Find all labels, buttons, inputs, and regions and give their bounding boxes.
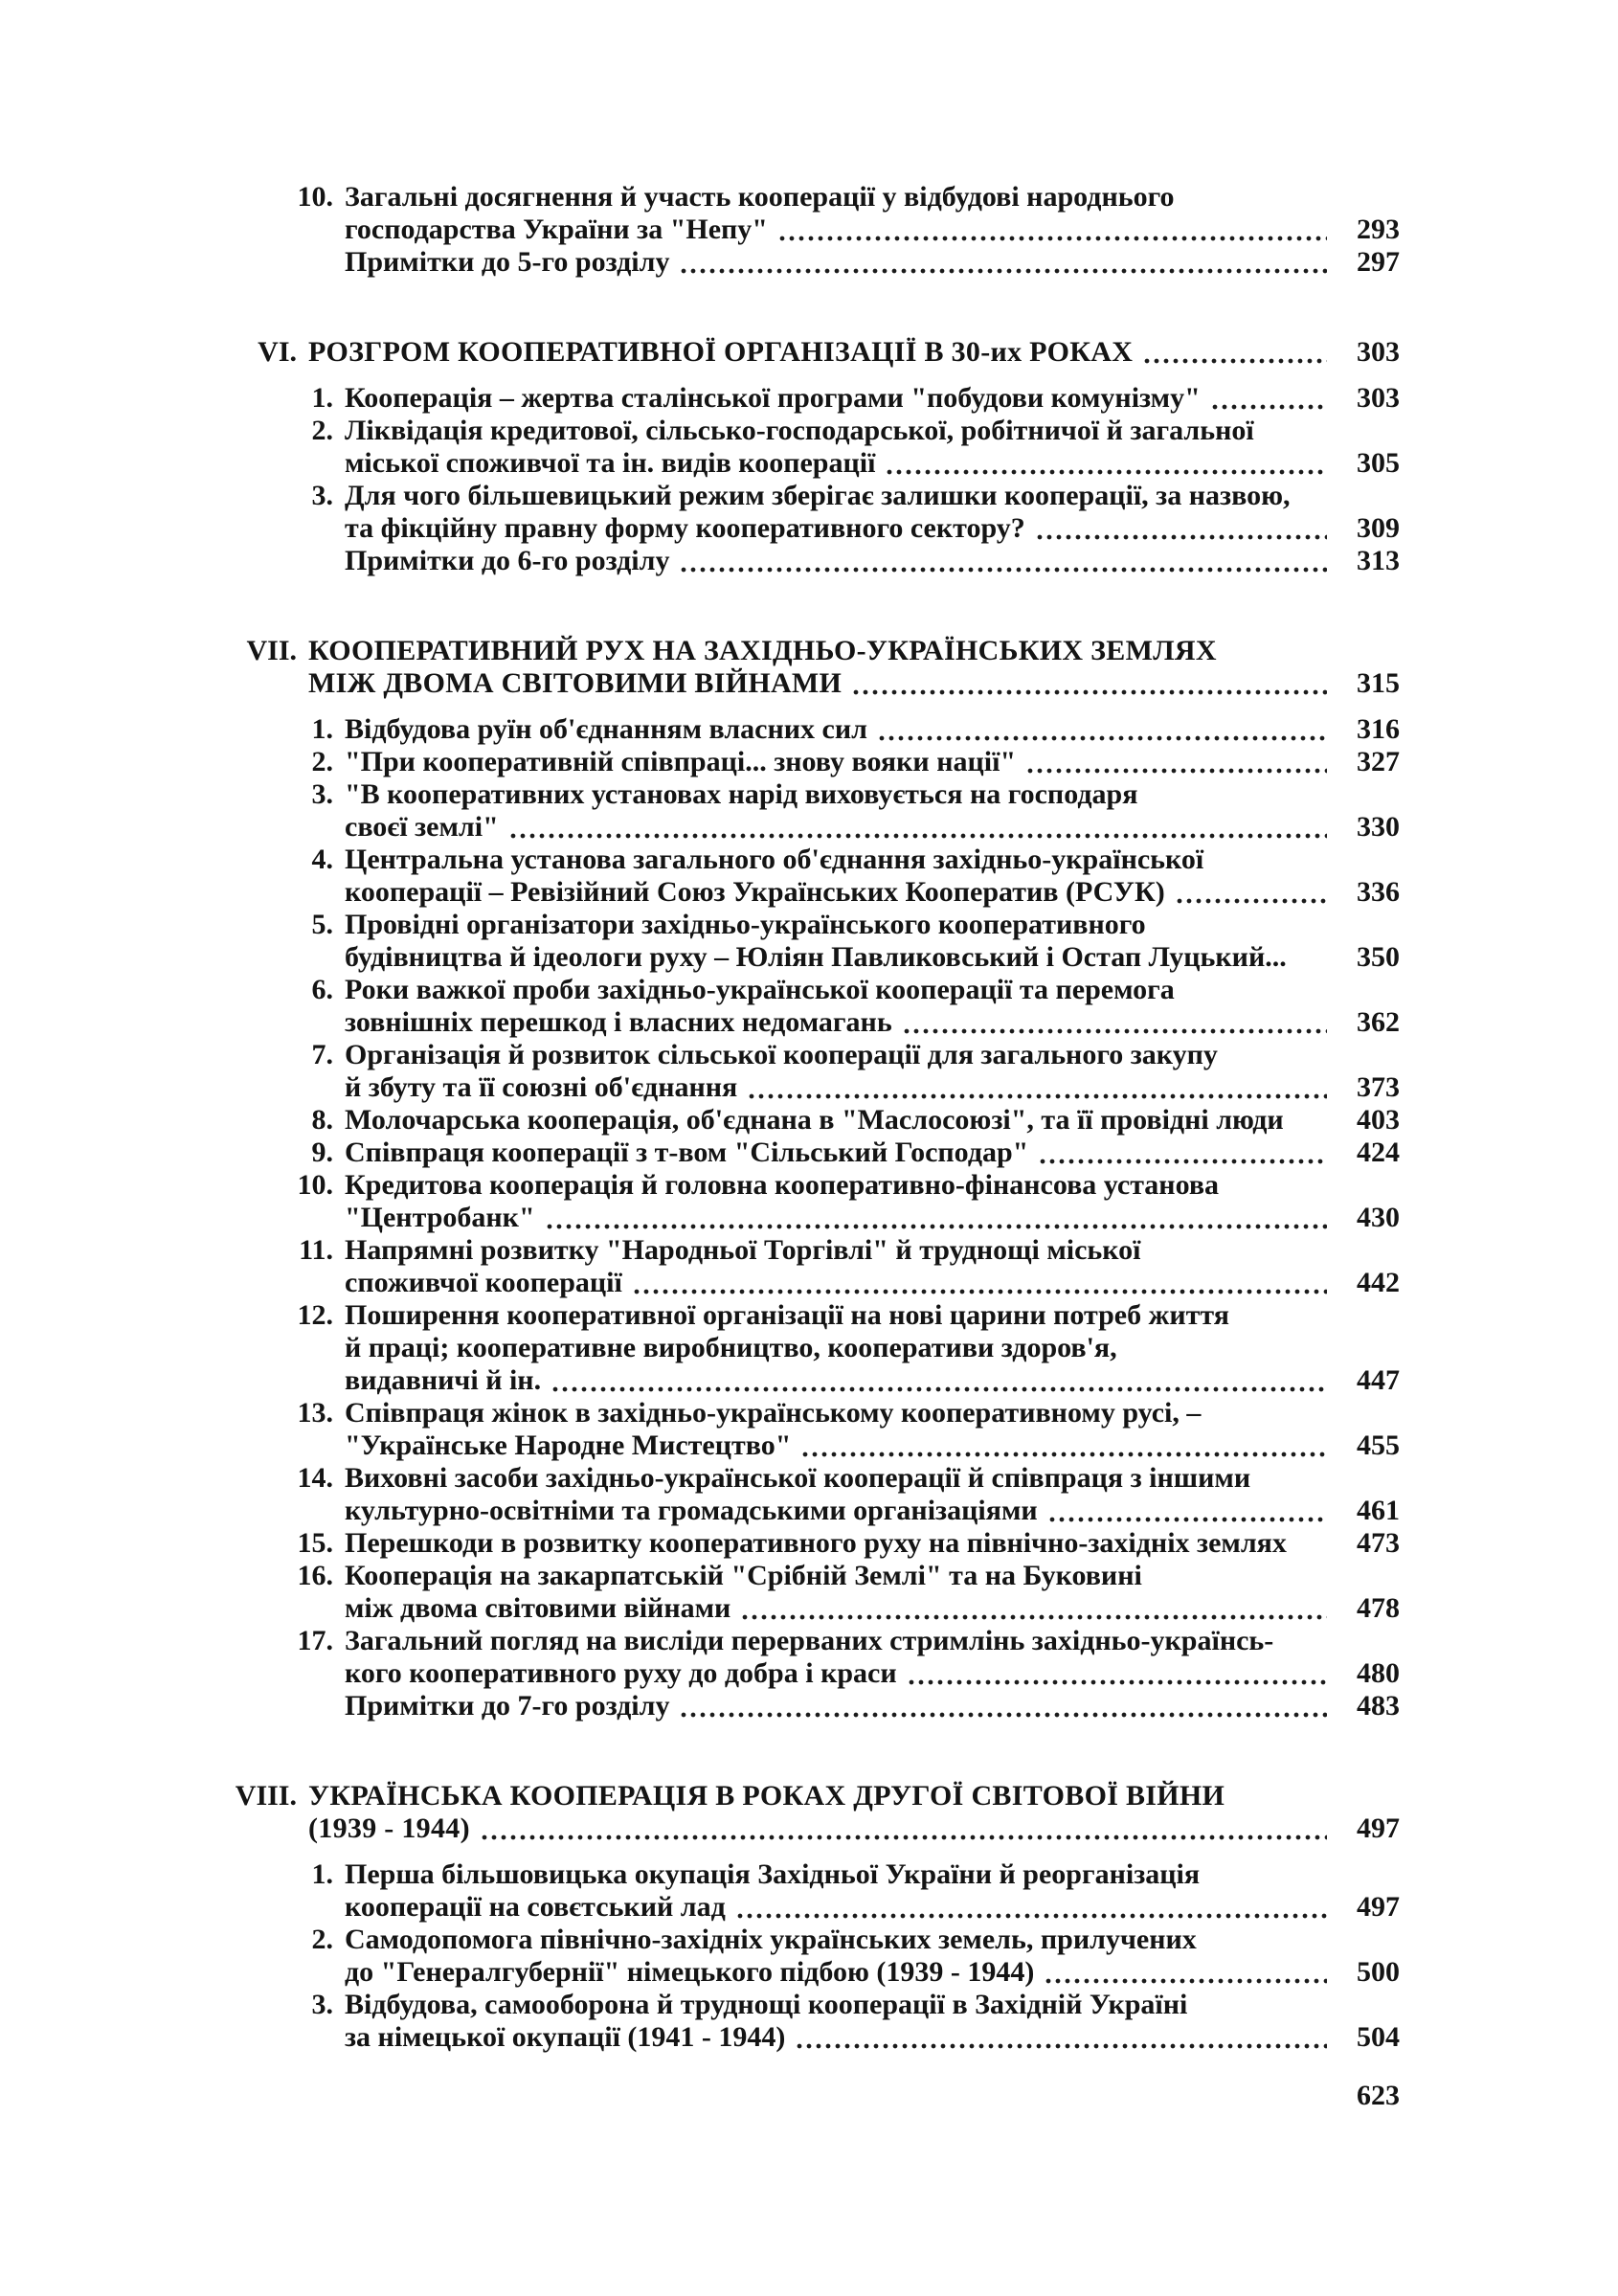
toc-row-text: будівництва й ідеологи руху – Юліян Павликовський і Остап Луцький... [345,941,1287,973]
dot-leader [875,713,1327,746]
toc-row-page: 350 [1357,941,1400,973]
toc-row-label: 15. [297,1527,333,1559]
toc-section-items [196,1858,1400,2054]
toc-row-text: Поширення кооперативної організації на нові царини потреб життя [345,1299,1229,1331]
toc-row-page: 424 [1357,1137,1400,1168]
toc-row [196,1169,1400,1202]
toc-row [196,1495,1400,1527]
toc-row-label: 4. [311,844,333,875]
toc-row-page: 403 [1357,1104,1400,1136]
toc-row [196,1625,1400,1657]
dot-leader [1036,1137,1327,1169]
toc-row-text: Центральна установа загального об'єднання західньо-української [345,844,1204,875]
toc-row-label: 3. [311,480,333,511]
toc-row-text: (1939 - 1944) [308,1812,470,1844]
toc-row-page: 497 [1357,1891,1400,1923]
toc-row-label: VI. [258,336,297,368]
dot-leader [849,667,1327,700]
toc-row [196,1397,1400,1429]
toc-row [196,1858,1400,1891]
toc-row-label: 1. [311,1858,333,1890]
toc-row [196,1039,1400,1071]
toc-row-text: зовнішніх перешкод і власних недомагань [345,1006,892,1038]
toc-row-text: Відбудова, самооборона й труднощі кооперації в Західній Україні [345,1989,1188,2020]
toc-row [196,181,1400,214]
toc-row [196,844,1400,876]
toc-row-text: господарства України за "Непу" [345,214,768,245]
toc-row-page: 362 [1357,1006,1400,1038]
toc-row-label: 10. [297,1169,333,1201]
toc-row-label: VII. [246,635,297,666]
toc-row-page: 373 [1357,1071,1400,1103]
toc-row-page: 455 [1357,1429,1400,1461]
toc-row-text: Загальний погляд на висліди перерваних стримлінь західньо-українсь- [345,1625,1274,1656]
toc-section-items [196,382,1400,577]
toc-row-text: Для чого більшевицький режим зберігає залишки кооперації, за назвою, [345,480,1291,511]
toc-row-page: 447 [1357,1364,1400,1396]
dot-leader [677,1690,1327,1722]
dot-leader [1292,1104,1327,1137]
table-of-contents [196,181,1400,2054]
toc-row [196,415,1400,447]
toc-row-label: 10. [297,181,333,213]
toc-row-text: своєї землі" [345,811,499,843]
toc-row-text: за німецької окупації (1941 - 1944) [345,2021,786,2053]
toc-row-page: 315 [1357,667,1400,699]
toc-row-label: 14. [297,1462,333,1494]
toc-row [196,876,1400,909]
toc-row [196,635,1400,667]
toc-row-page: 480 [1357,1657,1400,1689]
toc-row-text: Примітки до 6-го розділу [345,545,670,576]
toc-row [196,246,1400,279]
toc-row [196,1006,1400,1039]
toc-row-page: 293 [1357,214,1400,245]
toc-row [196,512,1400,545]
toc-row-page: 336 [1357,876,1400,908]
toc-row-text: "Центробанк" [345,1202,535,1233]
toc-row-text: Провідні організатори західньо-українського кооперативного [345,909,1146,940]
toc-row [196,1891,1400,1924]
toc-row-page: 500 [1357,1956,1400,1988]
toc-row-text: Перша більшовицька окупація Західньої України й реорганізація [345,1858,1201,1890]
toc-row [196,1592,1400,1625]
toc-row-label: 2. [311,1924,333,1955]
toc-row-text: Організація й розвиток сільської кооперації для загального закупу [345,1039,1218,1070]
toc-section [196,336,1400,577]
toc-row-text: Перешкоди в розвитку кооперативного руху на північно-західніх землях [345,1527,1287,1559]
toc-row [196,667,1400,700]
toc-row-text: Роки важкої проби західньо-української кооперації та перемога [345,974,1175,1005]
toc-row-page: 497 [1357,1812,1400,1844]
toc-row [196,811,1400,844]
toc-row-text: Виховні засоби західньо-української кооперації й співпраця з іншими [345,1462,1251,1494]
toc-section-title [196,1780,1400,1845]
toc-row-label: 11. [299,1234,333,1266]
toc-row [196,1104,1400,1137]
toc-row-page: 473 [1357,1527,1400,1559]
toc-row [196,713,1400,746]
toc-row-page: 442 [1357,1267,1400,1298]
toc-row [196,1989,1400,2021]
toc-section [196,1780,1400,2054]
toc-row-text: МІЖ ДВОМА СВІТОВИМИ ВІЙНАМИ [308,667,843,699]
toc-row-label: 3. [311,778,333,810]
toc-row-page: 478 [1357,1592,1400,1624]
toc-row [196,1332,1400,1364]
toc-row-label: VIII. [235,1780,297,1812]
toc-row-page: 305 [1357,447,1400,479]
toc-row-label: 1. [311,713,333,745]
dot-leader [883,447,1327,480]
toc-row-label: 2. [311,415,333,446]
toc-section [196,635,1400,1722]
toc-row-text: УКРАЇНСЬКА КООПЕРАЦІЯ В РОКАХ ДРУГОЇ СВІТОВОЇ ВІЙНИ [308,1780,1225,1812]
dot-leader [1140,336,1327,369]
page-folio: 623 [1357,2080,1400,2111]
toc-row [196,2021,1400,2054]
toc-row-label: 17. [297,1625,333,1656]
toc-row [196,1924,1400,1956]
dot-leader [506,811,1327,844]
toc-row [196,1527,1400,1560]
toc-row-text: Відбудова руїн об'єднанням власних сил [345,713,867,745]
toc-row [196,1071,1400,1104]
toc-row-text: Самодопомога північно-західніх українських земель, прилучених [345,1924,1197,1955]
toc-section [196,181,1400,279]
toc-row-label: 8. [311,1104,333,1136]
toc-row-text: споживчої кооперації [345,1267,622,1298]
toc-row-text: "При кооперативній співпраці... знову вояки нації" [345,746,1017,777]
toc-row [196,1780,1400,1812]
toc-row-text: видавничі й ін. [345,1364,542,1396]
toc-section-title [196,635,1400,700]
toc-row [196,336,1400,369]
toc-row-text: й праці; кооперативне виробництво, кооперативи здоров'я, [345,1332,1117,1363]
toc-row-text: Співпраця кооперації з т-вом "Сільський Господар" [345,1137,1029,1168]
dot-leader [733,1891,1327,1924]
dot-leader [1294,1527,1327,1560]
toc-row [196,480,1400,512]
toc-row-text: кооперації на совєтський лад [345,1891,726,1923]
toc-row-page: 297 [1357,246,1400,278]
toc-row-page: 313 [1357,545,1400,576]
toc-row-label: 13. [297,1397,333,1429]
toc-row-label: 12. [297,1299,333,1331]
dot-leader [677,545,1327,577]
toc-row-text: кооперації – Ревізійний Союз Українських Кооператив (РСУК) [345,876,1165,908]
toc-row [196,1812,1400,1845]
toc-row [196,447,1400,480]
toc-row-label: 9. [311,1137,333,1168]
dot-leader [478,1812,1327,1845]
dot-leader [1033,512,1327,545]
toc-row [196,1299,1400,1332]
toc-row-text: Кредитова кооперація й головна кооперативно-фінансова установа [345,1169,1220,1201]
toc-row-text: Молочарська кооперація, об'єднана в "Маслосоюзі", та її провідні люди [345,1104,1284,1136]
toc-row-text: між двома світовими війнами [345,1592,731,1624]
toc-row-page: 309 [1357,512,1400,544]
toc-row [196,1956,1400,1989]
dot-leader [677,246,1327,279]
toc-row-text: до "Генералгубернії" німецького підбою (1939 - 1944) [345,1956,1035,1988]
dot-leader [775,214,1327,246]
toc-row [196,909,1400,941]
toc-row-text: кого кооперативного руху до добра і краси [345,1657,897,1689]
toc-row-text: Співпраця жінок в західньо-українському кооперативному русі, – [345,1397,1202,1429]
toc-row-label: 16. [297,1560,333,1591]
dot-leader [549,1364,1327,1397]
dot-leader [793,2021,1327,2054]
toc-row-page: 504 [1357,2021,1400,2053]
dot-leader [543,1202,1327,1234]
toc-row-label: 3. [311,1989,333,2020]
toc-row-text: "Українське Народне Мистецтво" [345,1429,792,1461]
dot-leader [1023,746,1327,778]
toc-row-text: міської споживчої та ін. видів кооперації [345,447,876,479]
toc-row-text: РОЗГРОМ КООПЕРАТИВНОЇ ОРГАНІЗАЦІЇ В 30-их РОКАХ [308,336,1134,368]
toc-row [196,746,1400,778]
toc-row-label: 7. [311,1039,333,1070]
toc-row [196,1690,1400,1722]
toc-row-text: "В кооперативних установах нарід виховується на господаря [345,778,1138,810]
toc-row [196,1429,1400,1462]
toc-section-items [196,713,1400,1722]
dot-leader [738,1592,1327,1625]
dot-leader [1208,382,1327,415]
toc-row [196,382,1400,415]
dot-leader [1042,1956,1327,1989]
toc-row [196,1462,1400,1495]
dot-leader [905,1657,1327,1690]
toc-row [196,974,1400,1006]
toc-section-items [196,181,1400,279]
toc-row-page: 316 [1357,713,1400,745]
toc-row-label: 1. [311,382,333,414]
toc-row [196,1234,1400,1267]
toc-row [196,1267,1400,1299]
toc-row-text: й збуту та її союзні об'єднання [345,1071,738,1103]
toc-row-page: 430 [1357,1202,1400,1233]
toc-row-text: Ліквідація кредитової, сільсько-господарської, робітничої й загальної [345,415,1254,446]
toc-row [196,941,1400,974]
toc-row [196,1560,1400,1592]
dot-leader [1173,876,1327,909]
toc-row [196,778,1400,811]
toc-row [196,1364,1400,1397]
toc-row-page: 330 [1357,811,1400,843]
toc-row-text: Кооперація на закарпатській "Срібній Землі" та на Буковині [345,1560,1142,1591]
toc-row [196,1657,1400,1690]
toc-row-page: 483 [1357,1690,1400,1722]
toc-row-page: 303 [1357,336,1400,368]
toc-row-text: Загальні досягнення й участь кооперації у відбудові народнього [345,181,1175,213]
toc-row-text: Кооперація – жертва сталінської програми "побудови комунізму" [345,382,1201,414]
toc-section-title [196,336,1400,369]
toc-row-page: 303 [1357,382,1400,414]
dot-leader [1045,1495,1327,1527]
toc-row-label: 5. [311,909,333,940]
toc-row-text: Примітки до 5-го розділу [345,246,670,278]
dot-leader [798,1429,1327,1462]
dot-leader [900,1006,1327,1039]
toc-row-label: 2. [311,746,333,777]
toc-row [196,1202,1400,1234]
toc-row-text: культурно-освітніми та громадськими організаціями [345,1495,1038,1526]
dot-leader [630,1267,1327,1299]
toc-row-page: 327 [1357,746,1400,777]
dot-leader [745,1071,1327,1104]
toc-row-text: та фікційну правну форму кооперативного сектору? [345,512,1025,544]
toc-row-text: Примітки до 7-го розділу [345,1690,670,1722]
toc-row [196,214,1400,246]
toc-row-text: КООПЕРАТИВНИЙ РУХ НА ЗАХІДНЬО-УКРАЇНСЬКИХ ЗЕМЛЯХ [308,635,1217,666]
toc-row-text: Напрямні розвитку "Народньої Торгівлі" й труднощі міської [345,1234,1141,1266]
toc-row-page: 461 [1357,1495,1400,1526]
toc-row [196,545,1400,577]
toc-row-label: 6. [311,974,333,1005]
toc-row [196,1137,1400,1169]
dot-leader [1294,941,1327,974]
